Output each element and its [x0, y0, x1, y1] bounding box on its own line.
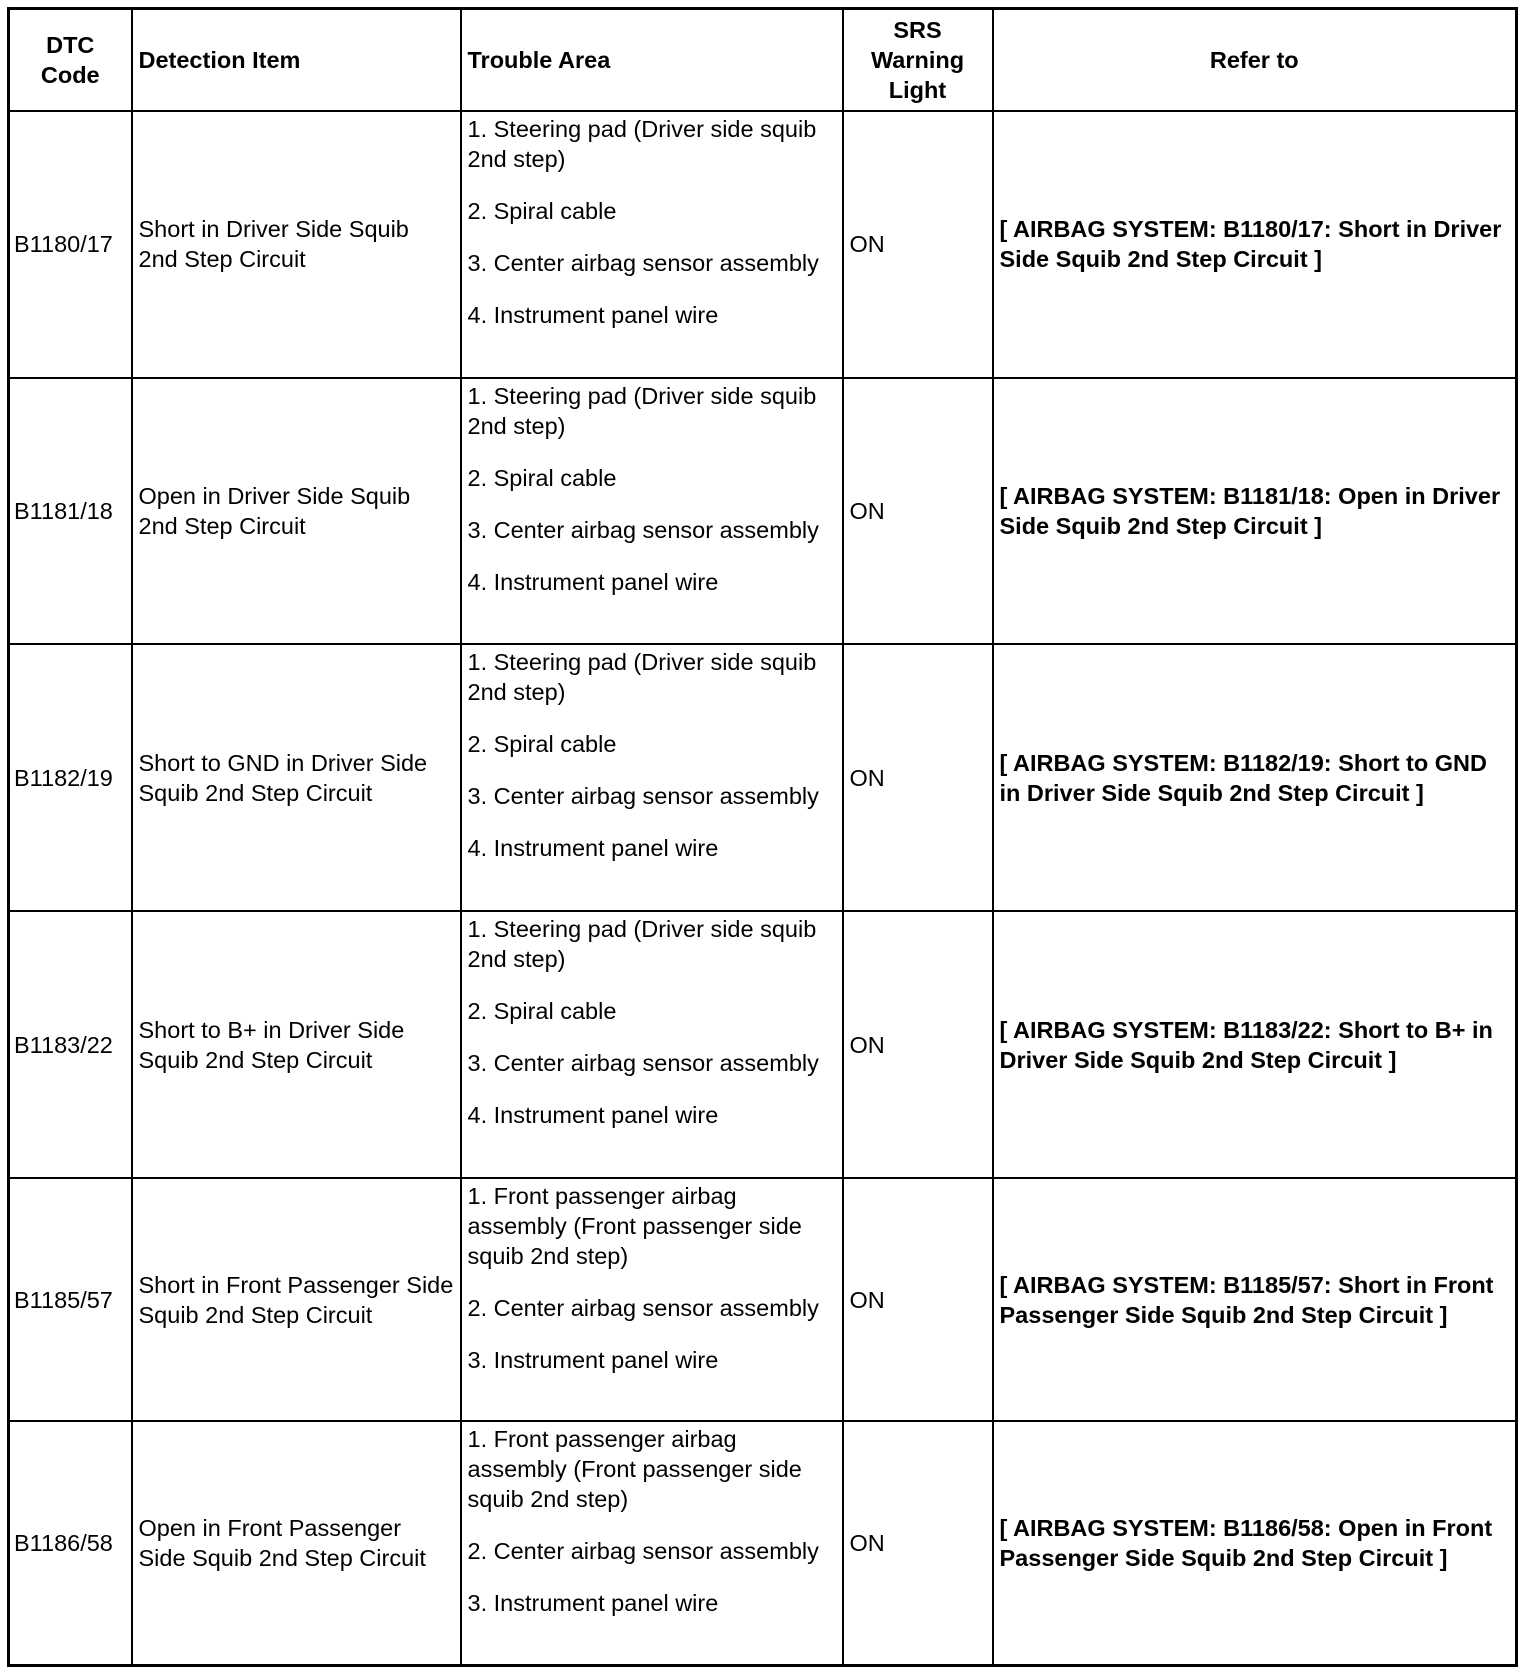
- refer-to-cell: [ AIRBAG SYSTEM: B1185/57: Short in Front Passenger Side Squib 2nd Step Circuit ]: [993, 1178, 1517, 1422]
- srs-light-cell: ON: [843, 378, 993, 645]
- trouble-area-item: 2. Spiral cable: [467, 731, 617, 758]
- header-refer-to: Refer to: [993, 9, 1517, 112]
- table-row: [9, 911, 1517, 1178]
- table-row: [9, 111, 1517, 378]
- trouble-area-item: 2. Spiral cable: [467, 998, 617, 1025]
- trouble-area-item: 4. Instrument panel wire: [467, 302, 719, 328]
- srs-light-cell: ON: [843, 911, 993, 1178]
- dtc-code-cell: B1186/58: [9, 1421, 132, 1665]
- srs-light-cell: ON: [843, 111, 993, 378]
- trouble-area-item: 1. Steering pad (Driver side squib 2nd step): [467, 916, 817, 973]
- trouble-area-item: 1. Front passenger airbag assembly (Front passenger side squib 2nd step): [467, 1426, 802, 1513]
- trouble-area-item: 2. Spiral cable: [467, 198, 617, 224]
- refer-to-cell: [ AIRBAG SYSTEM: B1182/19: Short to GND in Driver Side Squib 2nd Step Circuit ]: [993, 644, 1517, 911]
- dtc-code-cell: B1183/22: [9, 911, 132, 1178]
- trouble-area-item: 3. Instrument panel wire: [467, 1590, 719, 1617]
- dtc-code-cell: B1181/18: [9, 378, 132, 645]
- trouble-area-item: 1. Steering pad (Driver side squib 2nd step): [467, 116, 817, 172]
- refer-to-cell: [ AIRBAG SYSTEM: B1183/22: Short to B+ in Driver Side Squib 2nd Step Circuit ]: [993, 911, 1517, 1178]
- header-srs-warning-light: SRS Warning Light: [843, 9, 993, 112]
- trouble-area-item: 3. Center airbag sensor assembly: [467, 1050, 819, 1077]
- trouble-area-cell: [461, 378, 843, 645]
- trouble-area-cell: [461, 111, 843, 378]
- trouble-area-item: 3. Instrument panel wire: [467, 1346, 719, 1373]
- trouble-area-item: 1. Steering pad (Driver side squib 2nd step): [467, 649, 817, 706]
- dtc-code-cell: B1182/19: [9, 644, 132, 911]
- trouble-area-item: 2. Center airbag sensor assembly: [467, 1294, 819, 1321]
- trouble-area-cell: [461, 644, 843, 911]
- refer-to-cell: [ AIRBAG SYSTEM: B1180/17: Short in Driver Side Squib 2nd Step Circuit ]: [993, 111, 1517, 378]
- detection-item-cell: Short in Front Passenger Side Squib 2nd Step Circuit: [132, 1178, 461, 1422]
- trouble-area-item: 4. Instrument panel wire: [467, 1102, 719, 1129]
- trouble-area-item: 3. Center airbag sensor assembly: [467, 250, 819, 276]
- srs-light-cell: ON: [843, 1421, 993, 1665]
- trouble-area-item: 1. Front passenger airbag assembly (Front passenger side squib 2nd step): [467, 1182, 802, 1269]
- detection-item-cell: Open in Driver Side Squib 2nd Step Circuit: [132, 378, 461, 645]
- trouble-area-item: 2. Spiral cable: [467, 464, 617, 491]
- trouble-area-item: 3. Center airbag sensor assembly: [467, 783, 819, 810]
- detection-item-cell: Short to B+ in Driver Side Squib 2nd Step Circuit: [132, 911, 461, 1178]
- header-row: [9, 9, 1517, 112]
- trouble-area-cell: [461, 1421, 843, 1665]
- trouble-area-item: 4. Instrument panel wire: [467, 835, 719, 862]
- detection-item-cell: Short in Driver Side Squib 2nd Step Circuit: [132, 111, 461, 378]
- srs-light-cell: ON: [843, 1178, 993, 1422]
- table-row: [9, 1421, 1517, 1665]
- header-trouble-area: Trouble Area: [461, 9, 843, 112]
- dtc-table: [7, 7, 1518, 1667]
- srs-light-cell: ON: [843, 644, 993, 911]
- trouble-area-cell: [461, 911, 843, 1178]
- trouble-area-item: 2. Center airbag sensor assembly: [467, 1538, 819, 1565]
- refer-to-cell: [ AIRBAG SYSTEM: B1186/58: Open in Front Passenger Side Squib 2nd Step Circuit ]: [993, 1421, 1517, 1665]
- dtc-code-cell: B1185/57: [9, 1178, 132, 1422]
- detection-item-cell: Short to GND in Driver Side Squib 2nd Step Circuit: [132, 644, 461, 911]
- table-row: [9, 1178, 1517, 1422]
- table-row: [9, 644, 1517, 911]
- detection-item-cell: Open in Front Passenger Side Squib 2nd Step Circuit: [132, 1421, 461, 1665]
- trouble-area-item: 4. Instrument panel wire: [467, 568, 719, 595]
- dtc-code-cell: B1180/17: [9, 111, 132, 378]
- trouble-area-cell: [461, 1178, 843, 1422]
- table-row: [9, 378, 1517, 645]
- trouble-area-item: 3. Center airbag sensor assembly: [467, 516, 819, 543]
- refer-to-cell: [ AIRBAG SYSTEM: B1181/18: Open in Driver Side Squib 2nd Step Circuit ]: [993, 378, 1517, 645]
- header-detection-item: Detection Item: [132, 9, 461, 112]
- trouble-area-item: 1. Steering pad (Driver side squib 2nd step): [467, 382, 817, 439]
- header-dtc-code: DTC Code: [9, 9, 132, 112]
